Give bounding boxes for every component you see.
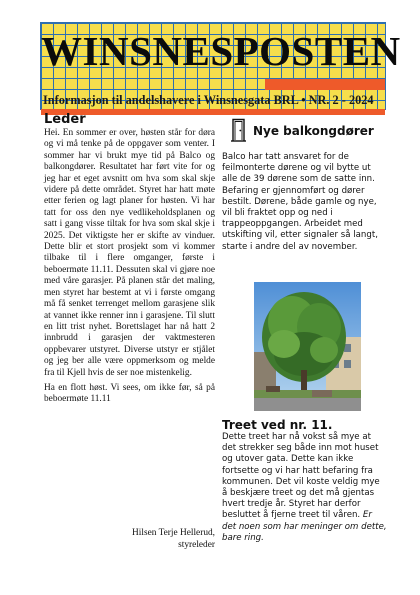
masthead-subtitle-bar bbox=[41, 90, 385, 111]
leder-signature bbox=[44, 527, 215, 551]
tree-body-italic: Er det noen som har meninger om dette, bare ring. bbox=[222, 510, 387, 543]
balkong-heading: Nye balkongdører bbox=[253, 124, 374, 138]
balkong-body: Balco har tatt ansvaret for de feilmonterte dørene og vil bytte ut alle de 39 dørene som de satte inn. Befaring er gjennomført og dører bestilt. Dørene, både gamle og nye, vil bli fraktet opp og ned i trappeoppgangen. Arbeidet med utskifting vil, etter signaler så langt, starte i andre del av november. bbox=[222, 152, 378, 252]
masthead-accent-stripe bbox=[265, 79, 385, 90]
tree-body bbox=[222, 432, 387, 544]
leder-body bbox=[44, 128, 215, 406]
leder-heading: Leder bbox=[44, 112, 86, 127]
signature-name: Hilsen Terje Hellerud, bbox=[132, 528, 215, 538]
masthead bbox=[40, 22, 401, 110]
newsletter-subtitle: Informasjon til andelshavere i Winsnesgata BRL • NR. 2 - 2024 bbox=[43, 93, 374, 107]
tree-photo-illustration bbox=[254, 282, 361, 411]
newsletter-title: WINSNESPOSTEN bbox=[41, 28, 401, 74]
leder-paragraph: Hei. En sommer er over, høsten står for døra og vi må tenke på de oppgaver som venter. I sommer har vi brukt mye tid på Balco og balkongdører. Resultatet har ført vite for og jeg har et eget avsnitt om hva som skal skje videre på dette området. Styret har hatt møte etter ferien og lagt planer for høsten. Vi har tatt for oss den nye vedlikeholdsplanen og satt i gang visse tiltak for hva som skal skje i 2025. Det viktigste her er skifte av vinduer. Dette blir et stort prosjekt som vi kommer tilbake til i flere omganger, første i beboermøte 11.11. Dessuten skal vi gjøre noe med våre garasjer. På planen står det maling, men styret har bestemt at vi i første omgang må få senket terrenget mellom garasjene slik at vannet ikke renner inn i garasjene. Til slutt en litt trist nyhet. Borettslaget har nå hatt 2 innbrudd i garasjen der vaktmesteren oppbevarer utstyret. Diverse utstyr er stjålet og jeg ber alle være oppmerksom og melde fra til Kjell hvis de ser noe mistenkelig. bbox=[44, 128, 215, 378]
leder-closing: Ha en flott høst. Vi sees, om ikke før, så på beboermøte 11.11 bbox=[44, 382, 215, 405]
leder-section bbox=[44, 112, 215, 410]
tree-body-text: Dette treet har nå vokst så mye at det strekker seg både inn mot huset og utover gata. Dette kan ikke fortsette og vi har hatt befaring fra kommunen. Det vil koste veldig mye å beskjære treet og det må gjentas hvert tredje år. Styret har derfor besluttet å fjerne treet til våren. bbox=[222, 432, 380, 521]
tree-heading: Treet ved nr. 11. bbox=[222, 418, 333, 432]
signature-role: styreleder bbox=[178, 540, 215, 550]
tree-photo bbox=[254, 282, 361, 411]
door-icon bbox=[230, 118, 247, 142]
